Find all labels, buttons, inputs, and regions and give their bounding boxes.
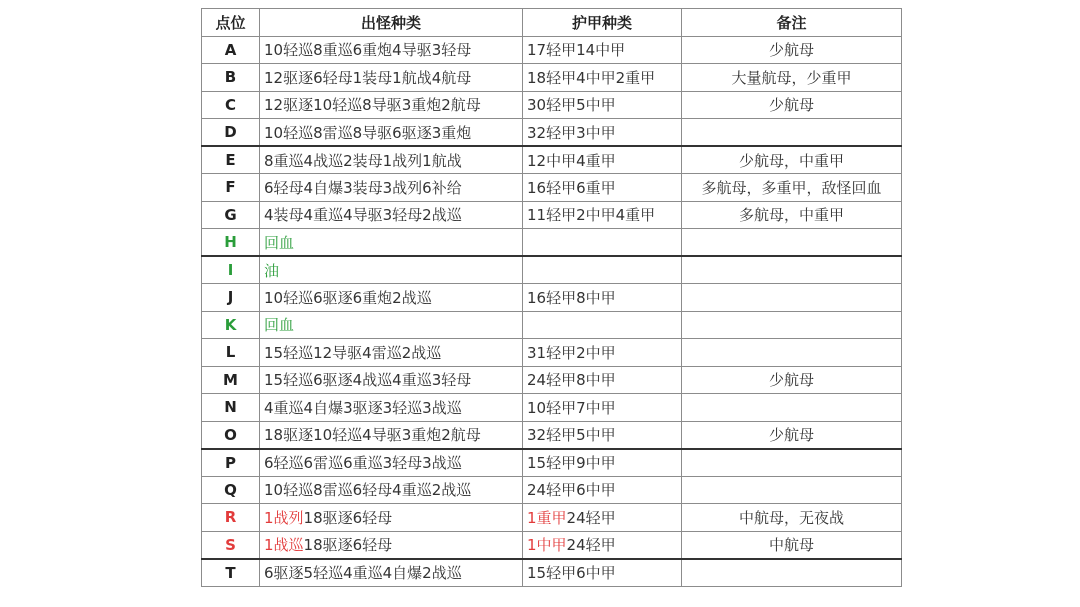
point-cell: T xyxy=(202,559,260,587)
monster-cell: 15轻巡6驱逐4战巡4重巡3轻母 xyxy=(260,366,523,394)
point-cell: L xyxy=(202,339,260,367)
armor-cell: 24轻甲8中甲 xyxy=(523,366,682,394)
monster-cell: 10轻巡6驱逐6重炮2战巡 xyxy=(260,284,523,312)
armor-cell: 31轻甲2中甲 xyxy=(523,339,682,367)
armor-cell: 10轻甲7中甲 xyxy=(523,394,682,422)
armor-cell: 15轻甲9中甲 xyxy=(523,449,682,477)
armor-list: 24轻甲 xyxy=(566,536,616,554)
table-row xyxy=(202,229,902,257)
monster-cell: 油 xyxy=(260,256,523,284)
monster-cell: 4重巡4自爆3驱逐3轻巡3战巡 xyxy=(260,394,523,422)
header-armor-types: 护甲种类 xyxy=(523,9,682,37)
note-cell xyxy=(682,449,902,477)
point-cell: B xyxy=(202,64,260,92)
note-cell: 中航母，无夜战 xyxy=(682,504,902,532)
table-row xyxy=(202,311,902,339)
point-cell: N xyxy=(202,394,260,422)
note-cell xyxy=(682,311,902,339)
note-cell: 多航母，中重甲 xyxy=(682,201,902,229)
armor-cell xyxy=(523,531,682,559)
note-cell: 少航母 xyxy=(682,36,902,64)
point-cell: P xyxy=(202,449,260,477)
point-cell: J xyxy=(202,284,260,312)
monster-cell: 回血 xyxy=(260,311,523,339)
armor-cell: 32轻甲5中甲 xyxy=(523,421,682,449)
monster-cell: 4装母4重巡4导驱3轻母2战巡 xyxy=(260,201,523,229)
armor-cell: 12中甲4重甲 xyxy=(523,146,682,174)
table-row xyxy=(202,119,902,147)
monster-cell: 回血 xyxy=(260,229,523,257)
note-cell: 大量航母，少重甲 xyxy=(682,64,902,92)
monster-spawn-table xyxy=(201,8,902,587)
table-row xyxy=(202,201,902,229)
monster-cell: 8重巡4战巡2装母1战列1航战 xyxy=(260,146,523,174)
armor-cell xyxy=(523,311,682,339)
armor-cell: 32轻甲3中甲 xyxy=(523,119,682,147)
note-cell: 少航母，中重甲 xyxy=(682,146,902,174)
point-cell: K xyxy=(202,311,260,339)
note-cell: 多航母，多重甲，敌怪回血 xyxy=(682,174,902,202)
highlight-ship: 1战列 xyxy=(264,508,304,527)
point-cell: D xyxy=(202,119,260,147)
table-row xyxy=(202,421,902,449)
note-cell xyxy=(682,476,902,504)
table-row xyxy=(202,91,902,119)
note-cell xyxy=(682,284,902,312)
point-cell: C xyxy=(202,91,260,119)
header-point: 点位 xyxy=(202,9,260,37)
point-cell: R xyxy=(202,504,260,532)
armor-cell xyxy=(523,229,682,257)
table-row xyxy=(202,366,902,394)
table-row xyxy=(202,559,902,587)
table-header-row xyxy=(202,9,902,37)
monster-cell: 6轻巡6雷巡6重巡3轻母3战巡 xyxy=(260,449,523,477)
armor-cell: 17轻甲14中甲 xyxy=(523,36,682,64)
ship-list: 18驱逐6轻母 xyxy=(303,508,393,527)
table-row xyxy=(202,146,902,174)
table-row xyxy=(202,36,902,64)
monster-cell xyxy=(260,504,523,532)
armor-list: 24轻甲 xyxy=(566,508,616,527)
monster-cell: 18驱逐10轻巡4导驱3重炮2航母 xyxy=(260,421,523,449)
monster-cell: 12驱逐6轻母1装母1航战4航母 xyxy=(260,64,523,92)
armor-cell: 24轻甲6中甲 xyxy=(523,476,682,504)
note-cell xyxy=(682,394,902,422)
table-row xyxy=(202,531,902,559)
armor-cell: 18轻甲4中甲2重甲 xyxy=(523,64,682,92)
table-row xyxy=(202,504,902,532)
highlight-armor: 1中甲 xyxy=(527,536,567,554)
point-cell: A xyxy=(202,36,260,64)
ship-list: 18驱逐6轻母 xyxy=(303,536,393,554)
table-row xyxy=(202,284,902,312)
armor-cell: 16轻甲8中甲 xyxy=(523,284,682,312)
monster-cell: 6轻母4自爆3装母3战列6补给 xyxy=(260,174,523,202)
point-cell: E xyxy=(202,146,260,174)
monster-cell: 10轻巡8重巡6重炮4导驱3轻母 xyxy=(260,36,523,64)
monster-cell: 10轻巡8雷巡6轻母4重巡2战巡 xyxy=(260,476,523,504)
table-row xyxy=(202,174,902,202)
note-cell xyxy=(682,559,902,587)
point-cell: G xyxy=(202,201,260,229)
table-row xyxy=(202,476,902,504)
header-monster-types: 出怪种类 xyxy=(260,9,523,37)
table-row xyxy=(202,339,902,367)
armor-cell xyxy=(523,256,682,284)
note-cell xyxy=(682,339,902,367)
armor-cell xyxy=(523,504,682,532)
highlight-armor: 1重甲 xyxy=(527,508,567,527)
point-cell: O xyxy=(202,421,260,449)
header-notes: 备注 xyxy=(682,9,902,37)
monster-cell xyxy=(260,531,523,559)
note-cell xyxy=(682,229,902,257)
highlight-ship: 1战巡 xyxy=(264,536,304,554)
monster-cell: 6驱逐5轻巡4重巡4自爆2战巡 xyxy=(260,559,523,587)
point-cell: F xyxy=(202,174,260,202)
point-cell: H xyxy=(202,229,260,257)
note-cell: 中航母 xyxy=(682,531,902,559)
note-cell: 少航母 xyxy=(682,421,902,449)
point-cell: S xyxy=(202,531,260,559)
monster-cell: 12驱逐10轻巡8导驱3重炮2航母 xyxy=(260,91,523,119)
armor-cell: 30轻甲5中甲 xyxy=(523,91,682,119)
note-cell: 少航母 xyxy=(682,366,902,394)
table-row xyxy=(202,256,902,284)
point-cell: I xyxy=(202,256,260,284)
monster-cell: 15轻巡12导驱4雷巡2战巡 xyxy=(260,339,523,367)
armor-cell: 16轻甲6重甲 xyxy=(523,174,682,202)
armor-cell: 11轻甲2中甲4重甲 xyxy=(523,201,682,229)
table-row xyxy=(202,64,902,92)
point-cell: M xyxy=(202,366,260,394)
armor-cell: 15轻甲6中甲 xyxy=(523,559,682,587)
monster-cell: 10轻巡8雷巡8导驱6驱逐3重炮 xyxy=(260,119,523,147)
table-row xyxy=(202,394,902,422)
note-cell: 少航母 xyxy=(682,91,902,119)
note-cell xyxy=(682,119,902,147)
note-cell xyxy=(682,256,902,284)
point-cell: Q xyxy=(202,476,260,504)
table-row xyxy=(202,449,902,477)
